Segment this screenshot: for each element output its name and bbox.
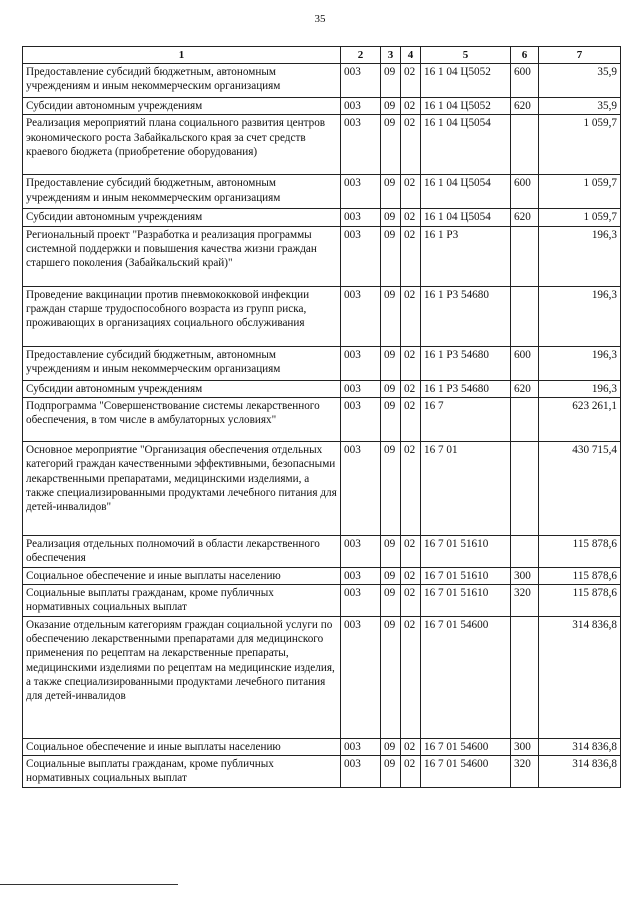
section-code-cell: 09 [381,286,401,346]
section-code-cell: 09 [381,442,401,536]
target-article-cell: 16 1 Р3 54680 [421,286,511,346]
section-code-cell: 09 [381,616,401,738]
target-article-cell: 16 7 01 54600 [421,616,511,738]
expense-type-cell: 320 [511,585,539,617]
section-code-cell: 09 [381,567,401,584]
ministry-code-cell: 003 [341,98,381,115]
item-name-cell: Проведение вакцинации против пневмококковой инфекции граждан старше трудоспособного возраста из групп риска, проживающих в организациях социального обслуживания [23,286,341,346]
item-name-cell: Региональный проект "Разработка и реализация программы системной поддержки и повышения качества жизни граждан старшего поколения (Забайкальский край)" [23,226,341,286]
budget-table [22,46,621,788]
item-name-cell: Реализация мероприятий плана социального развития центров экономического роста Забайкальского края за счет средств краевого бюджета (приобретение оборудования) [23,115,341,175]
subsection-code-cell: 02 [401,226,421,286]
column-header: 6 [511,47,539,64]
footnote-divider [0,884,178,885]
subsection-code-cell: 02 [401,175,421,209]
target-article-cell: 16 1 Р3 [421,226,511,286]
section-code-cell: 09 [381,585,401,617]
section-code-cell: 09 [381,756,401,788]
table-row [23,380,621,397]
section-code-cell: 09 [381,398,401,442]
expense-type-cell: 600 [511,175,539,209]
table-row [23,209,621,226]
amount-cell: 196,3 [539,226,621,286]
section-code-cell: 09 [381,536,401,568]
table-row [23,585,621,617]
expense-type-cell: 620 [511,380,539,397]
amount-cell: 115 878,6 [539,585,621,617]
target-article-cell: 16 1 04 Ц5052 [421,98,511,115]
item-name-cell: Предоставление субсидий бюджетным, автономным учреждениям и иным некоммерческим организациям [23,64,341,98]
amount-cell: 196,3 [539,286,621,346]
ministry-code-cell: 003 [341,756,381,788]
table-row [23,115,621,175]
table-row [23,442,621,536]
table-row [23,567,621,584]
subsection-code-cell: 02 [401,380,421,397]
column-header: 5 [421,47,511,64]
section-code-cell: 09 [381,380,401,397]
subsection-code-cell: 02 [401,98,421,115]
ministry-code-cell: 003 [341,346,381,380]
amount-cell: 196,3 [539,380,621,397]
amount-cell: 623 261,1 [539,398,621,442]
column-header: 4 [401,47,421,64]
subsection-code-cell: 02 [401,64,421,98]
amount-cell: 1 059,7 [539,115,621,175]
table-row [23,346,621,380]
amount-cell: 115 878,6 [539,536,621,568]
target-article-cell: 16 1 Р3 54680 [421,346,511,380]
table-row [23,175,621,209]
ministry-code-cell: 003 [341,738,381,755]
subsection-code-cell: 02 [401,738,421,755]
section-code-cell: 09 [381,209,401,226]
item-name-cell: Социальные выплаты гражданам, кроме публичных нормативных социальных выплат [23,585,341,617]
subsection-code-cell: 02 [401,585,421,617]
table-row [23,536,621,568]
target-article-cell: 16 1 04 Ц5052 [421,64,511,98]
table-row [23,98,621,115]
expense-type-cell: 300 [511,738,539,755]
table-row [23,738,621,755]
ministry-code-cell: 003 [341,115,381,175]
target-article-cell: 16 7 01 51610 [421,585,511,617]
subsection-code-cell: 02 [401,616,421,738]
table-row [23,64,621,98]
ministry-code-cell: 003 [341,585,381,617]
ministry-code-cell: 003 [341,536,381,568]
column-header: 7 [539,47,621,64]
amount-cell: 115 878,6 [539,567,621,584]
subsection-code-cell: 02 [401,115,421,175]
item-name-cell: Социальное обеспечение и иные выплаты населению [23,567,341,584]
ministry-code-cell: 003 [341,226,381,286]
expense-type-cell [511,115,539,175]
item-name-cell: Предоставление субсидий бюджетным, автономным учреждениям и иным некоммерческим организациям [23,346,341,380]
item-name-cell: Подпрограмма "Совершенствование системы лекарственного обеспечения, в том числе в амбулаторных условиях" [23,398,341,442]
expense-type-cell: 620 [511,209,539,226]
item-name-cell: Социальное обеспечение и иные выплаты населению [23,738,341,755]
item-name-cell: Субсидии автономным учреждениям [23,209,341,226]
subsection-code-cell: 02 [401,398,421,442]
table-row [23,226,621,286]
expense-type-cell: 300 [511,567,539,584]
ministry-code-cell: 003 [341,64,381,98]
subsection-code-cell: 02 [401,346,421,380]
item-name-cell: Предоставление субсидий бюджетным, автономным учреждениям и иным некоммерческим организациям [23,175,341,209]
section-code-cell: 09 [381,175,401,209]
subsection-code-cell: 02 [401,442,421,536]
target-article-cell: 16 7 01 51610 [421,536,511,568]
expense-type-cell [511,398,539,442]
section-code-cell: 09 [381,738,401,755]
table-row [23,616,621,738]
table-row [23,286,621,346]
ministry-code-cell: 003 [341,398,381,442]
subsection-code-cell: 02 [401,209,421,226]
amount-cell: 35,9 [539,64,621,98]
ministry-code-cell: 003 [341,209,381,226]
ministry-code-cell: 003 [341,616,381,738]
amount-cell: 430 715,4 [539,442,621,536]
expense-type-cell [511,226,539,286]
target-article-cell: 16 7 01 [421,442,511,536]
amount-cell: 314 836,8 [539,738,621,755]
column-header: 2 [341,47,381,64]
subsection-code-cell: 02 [401,567,421,584]
ministry-code-cell: 003 [341,175,381,209]
subsection-code-cell: 02 [401,536,421,568]
section-code-cell: 09 [381,346,401,380]
expense-type-cell [511,442,539,536]
target-article-cell: 16 7 01 54600 [421,738,511,755]
item-name-cell: Оказание отдельным категориям граждан социальной услуги по обеспечению лекарственными препаратами для медицинского применения по рецептам на лекарственные препараты, медицинскими изделиями по рецептам на медицинские изделия, а также специализированными продуктами лечебного питания для детей-инвалидов [23,616,341,738]
ministry-code-cell: 003 [341,380,381,397]
item-name-cell: Социальные выплаты гражданам, кроме публичных нормативных социальных выплат [23,756,341,788]
section-code-cell: 09 [381,64,401,98]
expense-type-cell: 320 [511,756,539,788]
item-name-cell: Субсидии автономным учреждениям [23,98,341,115]
target-article-cell: 16 7 01 51610 [421,567,511,584]
ministry-code-cell: 003 [341,286,381,346]
amount-cell: 35,9 [539,98,621,115]
item-name-cell: Субсидии автономным учреждениям [23,380,341,397]
target-article-cell: 16 7 [421,398,511,442]
expense-type-cell: 620 [511,98,539,115]
expense-type-cell [511,286,539,346]
ministry-code-cell: 003 [341,442,381,536]
section-code-cell: 09 [381,226,401,286]
table-row [23,398,621,442]
ministry-code-cell: 003 [341,567,381,584]
header-row [23,47,621,64]
column-header: 1 [23,47,341,64]
subsection-code-cell: 02 [401,286,421,346]
section-code-cell: 09 [381,98,401,115]
column-header: 3 [381,47,401,64]
amount-cell: 314 836,8 [539,756,621,788]
target-article-cell: 16 1 04 Ц5054 [421,209,511,226]
target-article-cell: 16 1 Р3 54680 [421,380,511,397]
expense-type-cell: 600 [511,64,539,98]
target-article-cell: 16 1 04 Ц5054 [421,115,511,175]
table-row [23,756,621,788]
amount-cell: 314 836,8 [539,616,621,738]
page-number: 35 [314,13,326,25]
item-name-cell: Реализация отдельных полномочий в области лекарственного обеспечения [23,536,341,568]
expense-type-cell [511,536,539,568]
target-article-cell: 16 1 04 Ц5054 [421,175,511,209]
subsection-code-cell: 02 [401,756,421,788]
section-code-cell: 09 [381,115,401,175]
amount-cell: 1 059,7 [539,175,621,209]
expense-type-cell: 600 [511,346,539,380]
target-article-cell: 16 7 01 54600 [421,756,511,788]
item-name-cell: Основное мероприятие "Организация обеспечения отдельных категорий граждан качественными эффективными, безопасными лекарственными препаратами, медицинскими изделиями, а также специализированными продуктами лечебного питания для детей-инвалидов" [23,442,341,536]
expense-type-cell [511,616,539,738]
amount-cell: 1 059,7 [539,209,621,226]
amount-cell: 196,3 [539,346,621,380]
